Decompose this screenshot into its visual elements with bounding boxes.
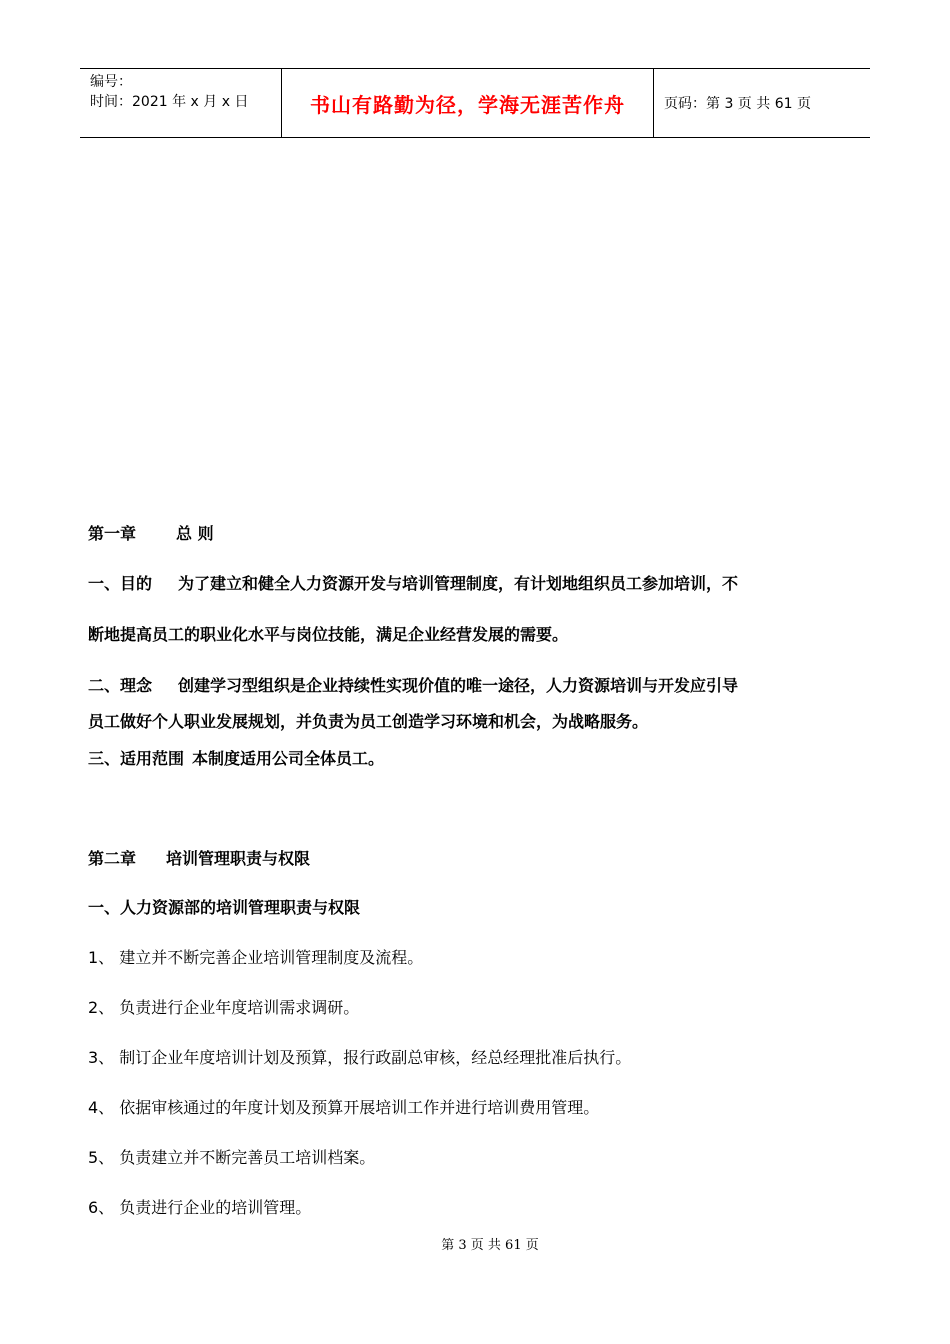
chapter1-item3	[88, 746, 384, 769]
chapter1-heading	[88, 521, 214, 544]
item1-label: 一、目的	[88, 574, 153, 593]
chapter1-item1-line1	[88, 571, 738, 594]
header-meta	[80, 69, 282, 137]
item1-text-a: 为了建立和健全人力资源开发与培训管理制度，有计划地组织员工参加培训，不	[178, 574, 739, 593]
list-item: 4、 依据审核通过的年度计划及预算开展培训工作并进行培训费用管理。	[88, 1098, 600, 1117]
list-item: 1、 建立并不断完善企业培训管理制度及流程。	[88, 948, 424, 967]
list-item: 5、 负责建立并不断完善员工培训档案。	[88, 1148, 376, 1167]
header-page-info: 页码：第 3 页 共 61 页	[664, 96, 811, 112]
item3-label: 三、适用范围	[88, 749, 185, 768]
list-item: 2、 负责进行企业年度培训需求调研。	[88, 998, 360, 1017]
item2-label: 二、理念	[88, 676, 153, 695]
chapter1-item2-line2: 员工做好个人职业发展规划，并负责为员工创造学习环境和机会，为战略服务。	[88, 712, 649, 731]
list-item: 3、 制订企业年度培训计划及预算，报行政副总审核，经总经理批准后执行。	[88, 1048, 632, 1067]
chapter1-item2-line1	[88, 673, 738, 696]
chapter2-heading	[88, 846, 310, 869]
time-label: 时间：2021 年 x 月 x 日	[90, 94, 249, 110]
item3-text: 本制度适用公司全体员工。	[192, 749, 385, 768]
page-header	[80, 68, 870, 138]
chapter2-title: 第二章	[88, 849, 137, 868]
page-footer: 第 3 页 共 61 页	[441, 1238, 539, 1253]
chapter2-name: 培训管理职责与权限	[166, 849, 311, 868]
item2-text-a: 创建学习型组织是企业持续性实现价值的唯一途径，人力资源培训与开发应引导	[178, 676, 739, 695]
list-item: 6、 负责进行企业的培训管理。	[88, 1198, 312, 1217]
chapter1-title: 第一章	[88, 524, 137, 543]
header-motto: 书山有路勤为径，学海无涯苦作舟	[282, 69, 654, 137]
chapter1-item1-line2: 断地提高员工的职业化水平与岗位技能，满足企业经营发展的需要。	[88, 625, 569, 644]
number-label: 编号：	[90, 74, 132, 90]
chapter2-section1: 一、人力资源部的培训管理职责与权限	[88, 898, 361, 917]
chapter1-name: 总 则	[176, 524, 214, 543]
